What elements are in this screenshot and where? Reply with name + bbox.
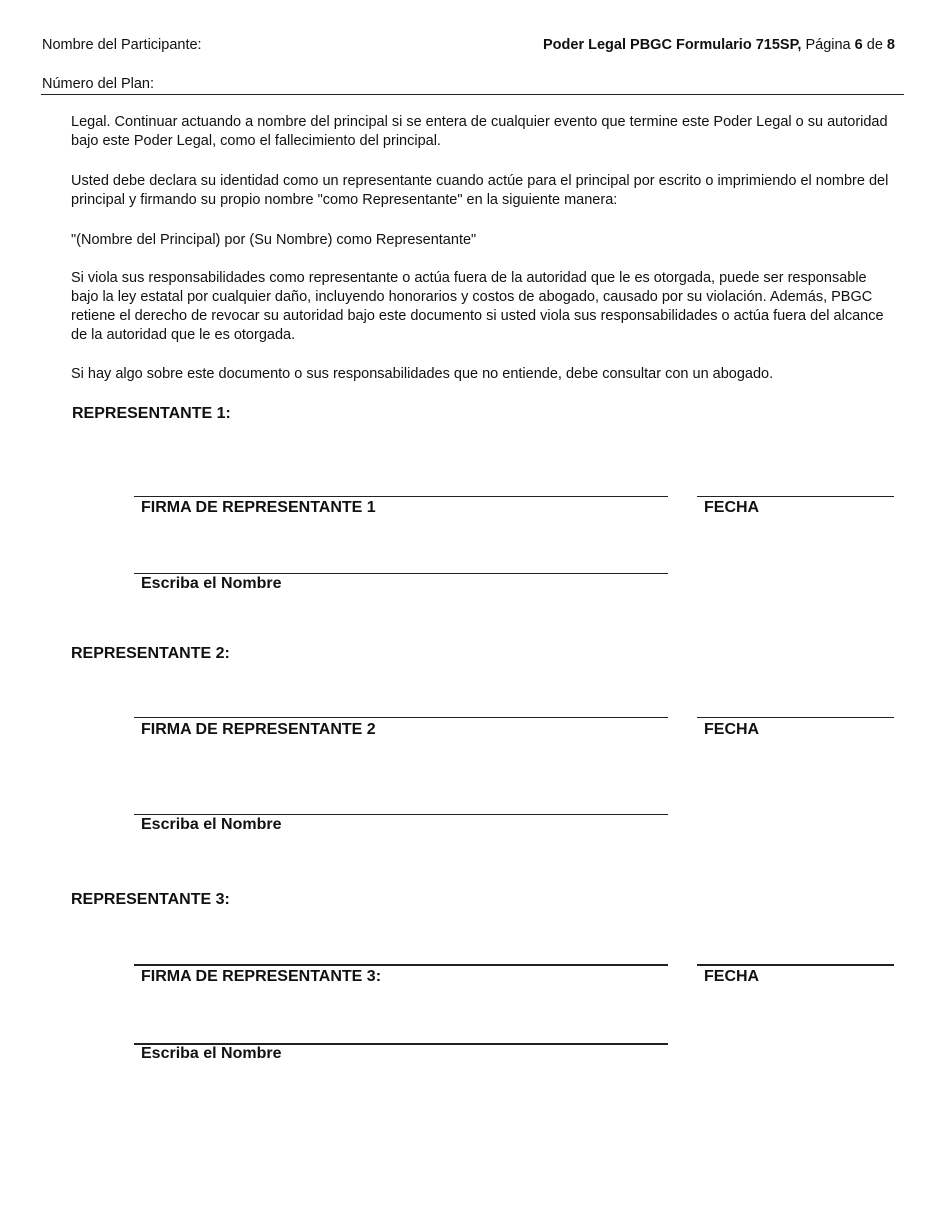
form-title: Poder Legal PBGC Formulario 715SP, — [543, 37, 802, 53]
paragraph-liability: Si viola sus responsabilidades como representante o actúa fuera de la autoridad que le es otorgada, puede ser responsable bajo la ley estatal por cualquier daño, incluyendo honorarios y costos de abogado, causado por su violación. Además, PBGC retiene el derecho de revocar su autoridad bajo este documento si usted viola sus responsabilidades o actúa fuera del alcance de la autoridad que le es otorgada. — [71, 270, 884, 343]
paragraph-signature-format: "(Nombre del Principal) por (Su Nombre) como Representante" — [71, 232, 477, 248]
representative-2-signature-line[interactable] — [134, 717, 668, 718]
representative-2-date-line[interactable] — [697, 717, 894, 718]
representative-1-name-label: Escriba el Nombre — [141, 575, 282, 592]
representative-2-signature-label: FIRMA DE REPRESENTANTE 2 — [141, 721, 376, 738]
paragraph-declare-identity: Usted debe declara su identidad como un representante cuando actúe para el principal por escrito o imprimiendo el nombre del principal y firmando su propio nombre "como Representante" en la siguiente manera: — [71, 173, 889, 208]
header-divider — [41, 94, 904, 95]
representative-3-date-label: FECHA — [704, 968, 760, 985]
paragraph-consult-lawyer: Si hay algo sobre este documento o sus responsabilidades que no entiende, debe consultar con un abogado. — [71, 366, 774, 382]
representative-1-date-label: FECHA — [704, 499, 760, 516]
paragraph-continue-acting: Legal. Continuar actuando a nombre del principal si se entera de cualquier evento que termine este Poder Legal o su autoridad bajo este Poder Legal, como el fallecimiento del principal. — [71, 114, 888, 149]
page-total: 8 — [886, 37, 895, 53]
representative-2-heading: REPRESENTANTE 2: — [71, 645, 230, 662]
representative-2-date-label: FECHA — [704, 721, 760, 738]
representative-3-signature-label: FIRMA DE REPRESENTANTE 3: — [141, 968, 382, 985]
representative-3-signature-line[interactable] — [134, 964, 668, 966]
representative-3-name-label: Escriba el Nombre — [141, 1045, 282, 1062]
page-of: de — [866, 37, 883, 53]
form-page-header — [543, 36, 895, 54]
representative-1-signature-line[interactable] — [134, 496, 668, 497]
page-word: Página — [805, 37, 851, 53]
representative-1-signature-label: FIRMA DE REPRESENTANTE 1 — [141, 499, 376, 516]
representative-3-heading: REPRESENTANTE 3: — [71, 891, 230, 908]
participant-name-label: Nombre del Participante: — [42, 37, 202, 53]
representative-2-name-label: Escriba el Nombre — [141, 816, 282, 833]
representative-3-date-line[interactable] — [697, 964, 894, 966]
plan-number-label: Número del Plan: — [42, 76, 155, 92]
page-current: 6 — [854, 37, 863, 53]
representative-1-heading: REPRESENTANTE 1: — [72, 405, 231, 422]
representative-1-date-line[interactable] — [697, 496, 894, 497]
